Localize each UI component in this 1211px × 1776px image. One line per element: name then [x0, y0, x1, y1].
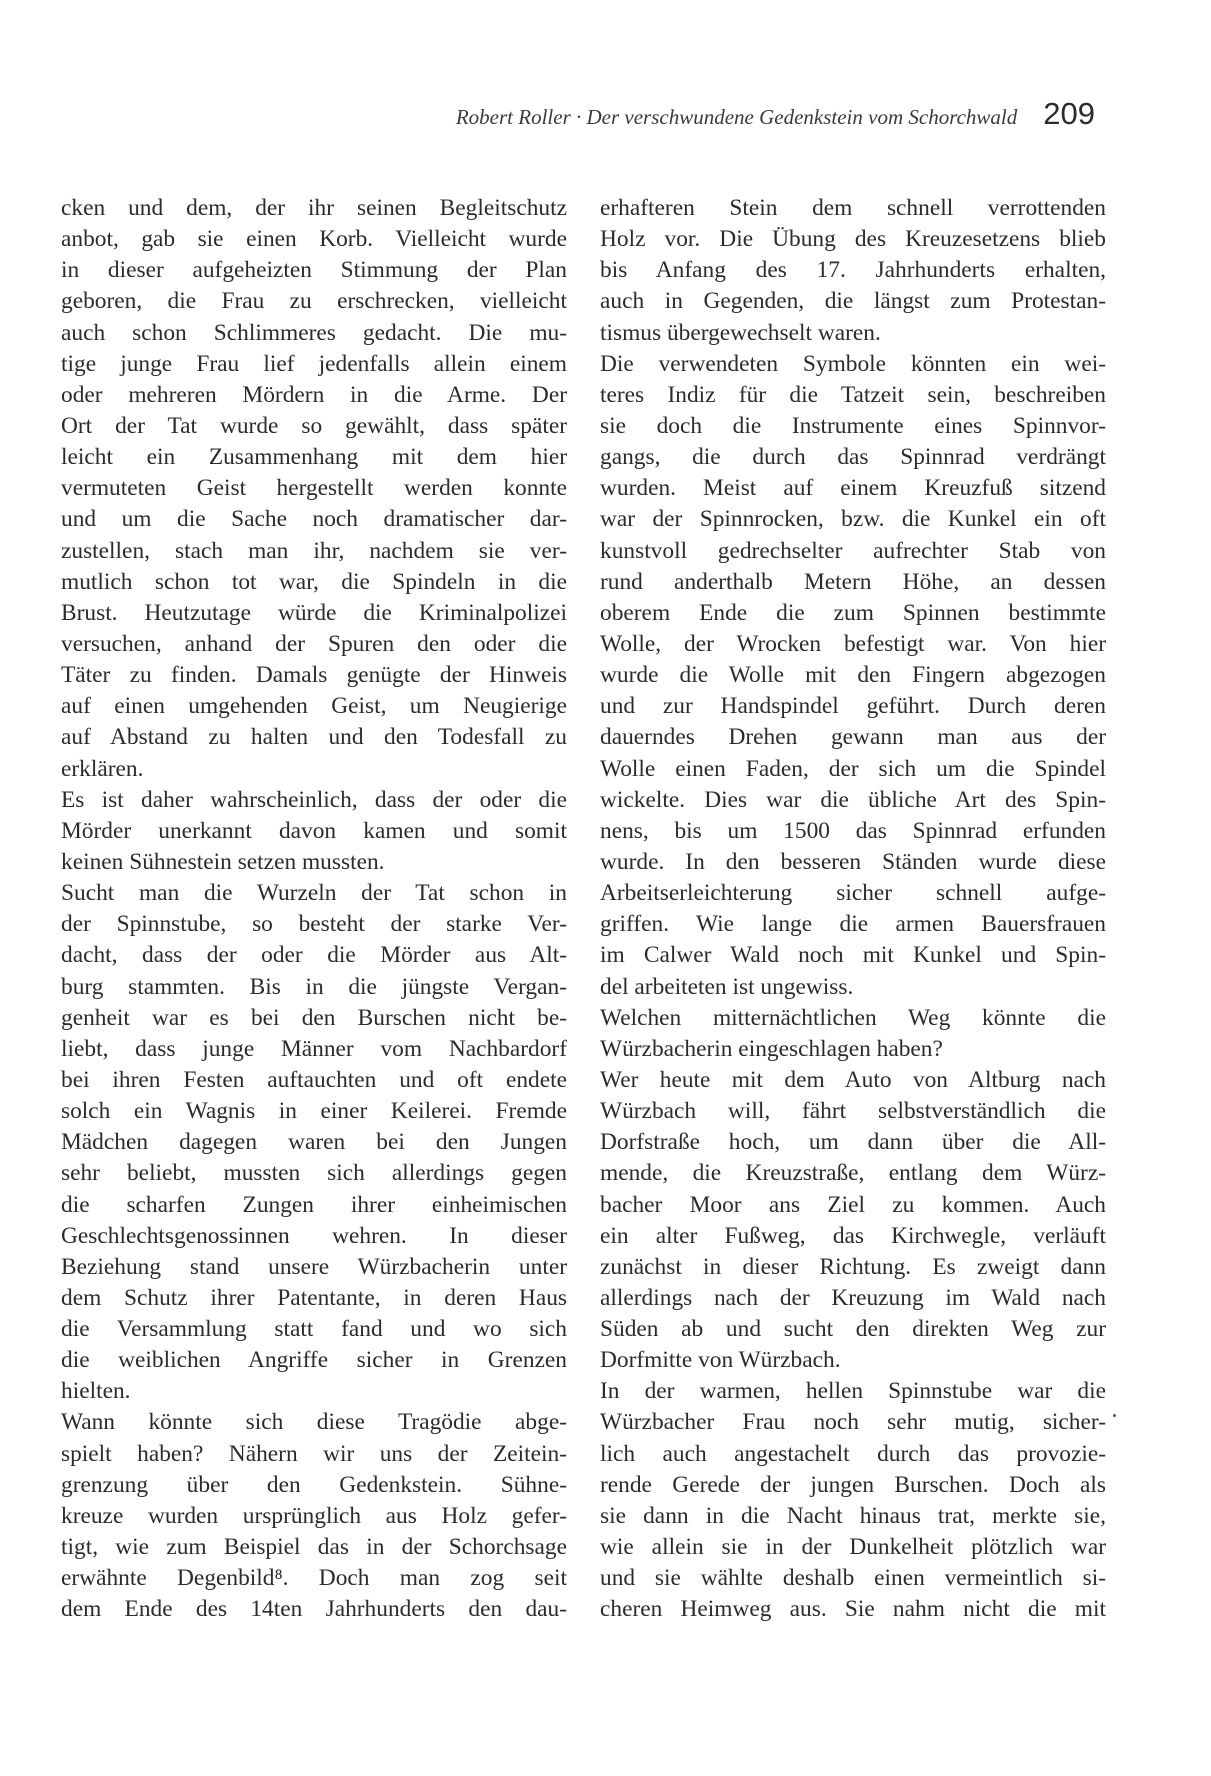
text-line: Welchen mitternächtlichen Weg könnte die — [600, 1004, 1106, 1031]
text-line: Sucht man die Wurzeln der Tat schon in — [61, 880, 567, 907]
text-line: tigt, wie zum Beispiel das in der Schorchsage — [61, 1534, 567, 1561]
text-line: Die verwendeten Symbole könnten ein wei- — [600, 350, 1106, 377]
text-line: hielten. — [61, 1378, 131, 1405]
text-line: in dieser aufgeheizten Stimmung der Plan — [61, 257, 567, 284]
text-line: Es ist daher wahrscheinlich, dass der oder die — [61, 786, 567, 813]
text-line: und zur Handspindel geführt. Durch deren — [600, 693, 1106, 720]
text-line: und sie wählte deshalb einen vermeintlich si- — [600, 1565, 1106, 1592]
text-line: Brust. Heutzutage würde die Kriminalpolizei — [61, 599, 567, 626]
text-line: liebt, dass junge Männer vom Nachbardorf — [61, 1035, 567, 1062]
text-line: Beziehung stand unsere Würzbacherin unter — [61, 1253, 567, 1280]
page-number: 209 — [1043, 96, 1095, 131]
text-line: griffen. Wie lange die armen Bauersfrauen — [600, 911, 1106, 938]
text-line: vermuteten Geist hergestellt werden konnte — [61, 475, 567, 502]
running-title: Robert Roller · Der verschwundene Gedenkstein vom Schorchwald — [455, 105, 1018, 129]
text-line: geboren, die Frau zu erschrecken, vielleicht — [61, 288, 567, 315]
text-line: tige junge Frau lief jedenfalls allein einem — [61, 350, 567, 377]
text-line: wurde. In den besseren Ständen wurde diese — [600, 848, 1106, 875]
text-line: erwähnte Degenbild⁸. Doch man zog seit — [61, 1565, 567, 1592]
text-line: Wolle einen Faden, der sich um die Spindel — [600, 755, 1106, 782]
text-column-right — [600, 193, 1106, 1625]
text-line: dem Ende des 14ten Jahrhunderts den dau- — [61, 1596, 567, 1623]
text-line: dacht, dass der oder die Mörder aus Alt- — [61, 942, 567, 969]
text-line: dem Schutz ihrer Patentante, in deren Haus — [61, 1284, 567, 1311]
text-line: Wolle, der Wrocken befestigt war. Von hier — [600, 630, 1106, 657]
text-line: Würzbach will, fährt selbstverständlich die — [600, 1098, 1106, 1125]
text-line: bacher Moor ans Ziel zu kommen. Auch — [600, 1191, 1106, 1218]
text-line: sie dann in die Nacht hinaus trat, merkte sie, — [600, 1502, 1106, 1529]
print-speck — [1113, 1414, 1116, 1417]
text-line: Wer heute mit dem Auto von Altburg nach — [600, 1066, 1106, 1093]
text-line: im Calwer Wald noch mit Kunkel und Spin- — [600, 942, 1106, 969]
text-line: erhafteren Stein dem schnell verrottenden — [600, 195, 1106, 221]
text-line: Holz vor. Die Übung des Kreuzesetzens blieb — [600, 226, 1106, 253]
text-line: allerdings nach der Kreuzung im Wald nach — [600, 1284, 1106, 1311]
text-line: Würzbacherin eingeschlagen haben? — [600, 1035, 943, 1062]
text-line: gangs, die durch das Spinnrad verdrängt — [600, 444, 1106, 471]
text-column-left — [61, 193, 567, 1625]
text-line: Arbeitserleichterung sicher schnell aufge- — [600, 880, 1106, 907]
text-line: der Spinnstube, so besteht der starke Ver- — [61, 911, 567, 938]
text-line: wurde die Wolle mit den Fingern abgezogen — [600, 662, 1106, 689]
text-line: solch ein Wagnis in einer Keilerei. Fremde — [61, 1098, 567, 1125]
text-line: rende Gerede der jungen Burschen. Doch als — [600, 1471, 1106, 1498]
text-line: zunächst in dieser Richtung. Es zweigt dann — [600, 1253, 1106, 1280]
text-line: die Versammlung statt fand und wo sich — [61, 1316, 567, 1343]
text-line: sie doch die Instrumente eines Spinnvor- — [600, 412, 1106, 439]
text-line: tismus übergewechselt waren. — [600, 319, 881, 346]
text-line: war der Spinnrocken, bzw. die Kunkel ein oft — [600, 506, 1106, 533]
text-line: rund anderthalb Metern Höhe, an dessen — [600, 568, 1106, 595]
text-line: Mädchen dagegen waren bei den Jungen — [61, 1129, 567, 1156]
text-line: bei ihren Festen auftauchten und oft endete — [61, 1066, 567, 1093]
text-line: die scharfen Zungen ihrer einheimischen — [61, 1191, 567, 1218]
text-line: Süden ab und sucht den direkten Weg zur — [600, 1316, 1106, 1343]
text-line: mutlich schon tot war, die Spindeln in die — [61, 568, 567, 595]
text-line: Dorfmitte von Würzbach. — [600, 1347, 841, 1374]
text-line: Geschlechtsgenossinnen wehren. In dieser — [61, 1222, 567, 1249]
text-line: nens, bis um 1500 das Spinnrad erfunden — [600, 817, 1106, 844]
text-line: wurden. Meist auf einem Kreuzfuß sitzend — [600, 475, 1106, 502]
text-line: lich auch angestachelt durch das provozie- — [600, 1440, 1106, 1467]
text-line: cken und dem, der ihr seinen Begleitschutz — [61, 195, 567, 221]
running-header — [300, 96, 1095, 136]
text-line: anbot, gab sie einen Korb. Vielleicht wurde — [61, 226, 567, 253]
text-line: auf Abstand zu halten und den Todesfall zu — [61, 724, 567, 751]
text-line: und um die Sache noch dramatischer dar- — [61, 506, 567, 533]
text-line: wie allein sie in der Dunkelheit plötzlich war — [600, 1534, 1106, 1561]
text-line: genheit war es bei den Burschen nicht be- — [61, 1004, 567, 1031]
text-line: oder mehreren Mördern in die Arme. Der — [61, 381, 567, 408]
text-line: Würzbacher Frau noch sehr mutig, sicher- — [600, 1409, 1106, 1436]
text-line: oberem Ende die zum Spinnen bestimmte — [600, 599, 1106, 626]
text-line: In der warmen, hellen Spinnstube war die — [600, 1378, 1106, 1405]
text-line: del arbeiteten ist ungewiss. — [600, 973, 854, 1000]
text-line: bis Anfang des 17. Jahrhunderts erhalten, — [600, 257, 1106, 284]
text-line: kunstvoll gedrechselter aufrechter Stab von — [600, 537, 1106, 564]
text-line: auf einen umgehenden Geist, um Neugierige — [61, 693, 567, 720]
text-line: Dorfstraße hoch, um dann über die All- — [600, 1129, 1106, 1156]
text-line: versuchen, anhand der Spuren den oder die — [61, 630, 567, 657]
text-line: Täter zu finden. Damals genügte der Hinweis — [61, 662, 567, 689]
text-line: spielt haben? Nähern wir uns der Zeitein- — [61, 1440, 567, 1467]
text-line: teres Indiz für die Tatzeit sein, beschreiben — [600, 381, 1106, 408]
text-line: ein alter Fußweg, das Kirchwegle, verläuft — [600, 1222, 1106, 1249]
text-line: Ort der Tat wurde so gewählt, dass später — [61, 412, 567, 439]
text-line: leicht ein Zusammenhang mit dem hier — [61, 444, 567, 471]
text-line: auch schon Schlimmeres gedacht. Die mu- — [61, 319, 567, 346]
text-line: burg stammten. Bis in die jüngste Vergan- — [61, 973, 567, 1000]
text-line: keinen Sühnestein setzen mussten. — [61, 848, 385, 875]
text-line: wickelte. Dies war die übliche Art des Spin- — [600, 786, 1106, 813]
text-line: cheren Heimweg aus. Sie nahm nicht die mit — [600, 1596, 1106, 1623]
text-line: zustellen, stach man ihr, nachdem sie ver- — [61, 537, 567, 564]
text-line: die weiblichen Angriffe sicher in Grenzen — [61, 1347, 567, 1374]
text-line: kreuze wurden ursprünglich aus Holz gefer- — [61, 1502, 567, 1529]
text-line: mende, die Kreuzstraße, entlang dem Würz- — [600, 1160, 1106, 1187]
text-line: erklären. — [61, 755, 144, 782]
text-line: grenzung über den Gedenkstein. Sühne- — [61, 1471, 567, 1498]
text-line: Wann könnte sich diese Tragödie abge- — [61, 1409, 567, 1436]
text-line: dauerndes Drehen gewann man aus der — [600, 724, 1106, 751]
text-line: sehr beliebt, mussten sich allerdings gegen — [61, 1160, 567, 1187]
text-line: Mörder unerkannt davon kamen und somit — [61, 817, 567, 844]
text-line: auch in Gegenden, die längst zum Protestan- — [600, 288, 1106, 315]
